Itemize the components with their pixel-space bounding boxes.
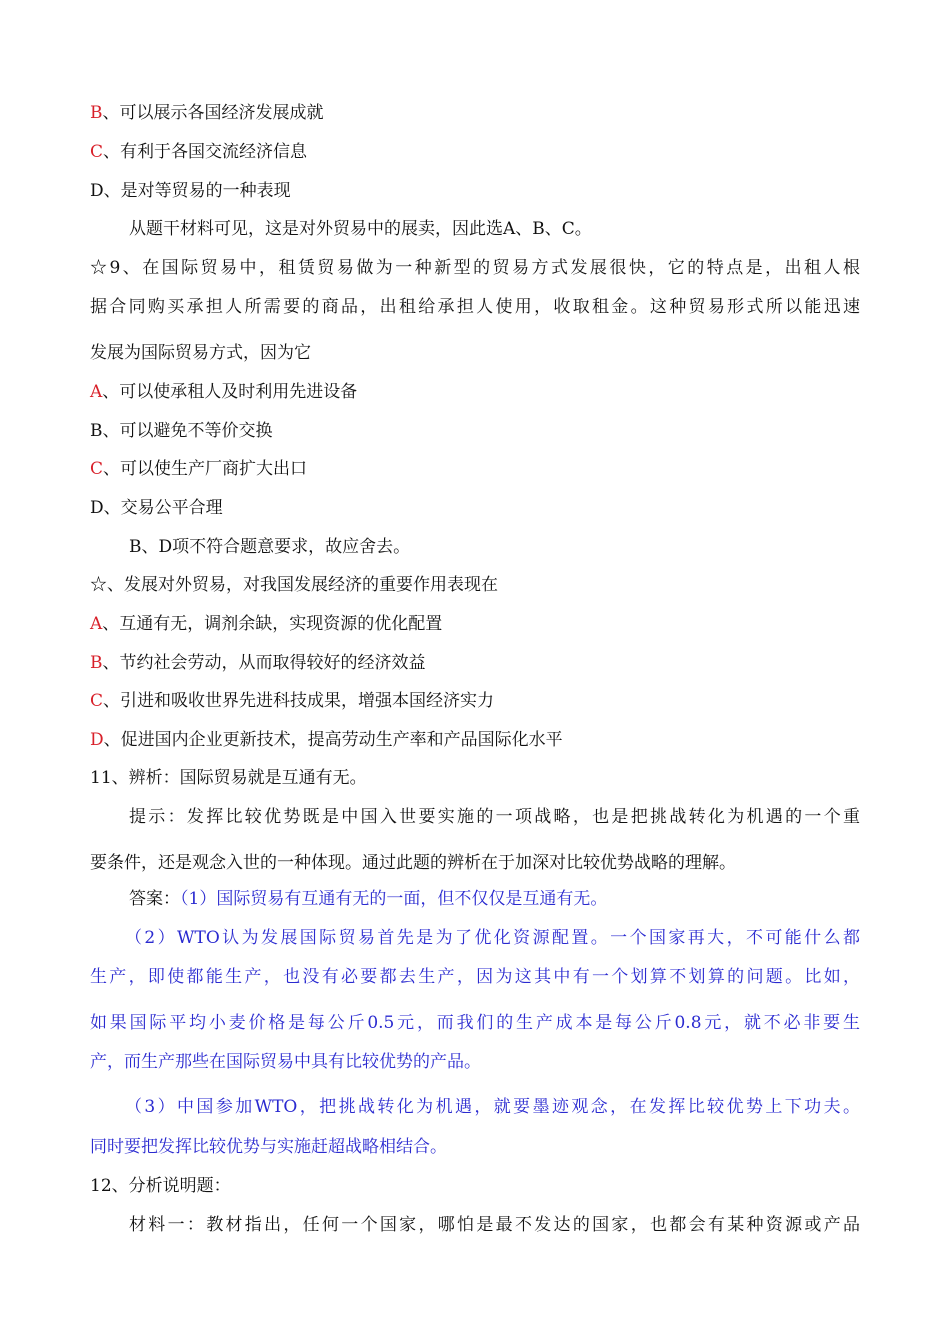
q10-option-d: [90, 729, 563, 751]
q9-option-b: B、可以避免不等价交换: [90, 421, 273, 441]
option-text: 、有利于各国交流经济信息: [103, 142, 308, 162]
option-letter: B: [90, 103, 103, 123]
q11-answer-2-line-4: 产，而生产那些在国际贸易中具有比较优势的产品。: [90, 1052, 481, 1072]
q9-option-d: D、交易公平合理: [90, 498, 223, 518]
q9-stem-line-1: ☆9、在国际贸易中，租赁贸易做为一种新型的贸易方式发展很快，它的特点是，出租人根: [90, 258, 860, 278]
q8-explanation: 从题干材料可见，这是对外贸易中的展卖，因此选A、B、C。: [129, 219, 592, 239]
option-text: 、互通有无，调剂余缺，实现资源的优化配置: [102, 614, 443, 634]
q10-option-a: [90, 613, 442, 635]
option-letter: C: [90, 142, 104, 162]
option-letter: A: [90, 614, 103, 634]
q11-answer-1: [129, 888, 607, 910]
q8-option-c: [90, 141, 307, 163]
option-text: 、节约社会劳动，从而取得较好的经济效益: [102, 653, 426, 673]
q8-option-b: [90, 102, 324, 124]
q12-material-1: 材料一：教材指出，任何一个国家，哪怕是最不发达的国家，也都会有某种资源或产品: [129, 1215, 860, 1235]
option-letter: A: [90, 382, 103, 402]
option-letter: B: [90, 653, 103, 673]
option-text: 、引进和吸收世界先进科技成果，增强本国经济实力: [103, 691, 495, 711]
answer-label: 答案：: [129, 889, 180, 909]
option-letter: C: [90, 459, 104, 479]
q9-option-c: [90, 458, 307, 480]
q9-option-a: [90, 381, 357, 403]
q10-option-b: [90, 652, 426, 674]
option-text: 、可以使承租人及时利用先进设备: [102, 382, 358, 402]
q11-answer-2-line-3: 如果国际平均小麦价格是每公斤0.5元，而我们的生产成本是每公斤0.8元，就不必非要生: [90, 1013, 860, 1033]
q11-stem: 11、辨析：国际贸易就是互通有无。: [90, 768, 367, 788]
q9-stem-line-3: 发展为国际贸易方式，因为它: [90, 343, 311, 363]
option-text: 、可以使生产厂商扩大出口: [103, 459, 308, 479]
q11-answer-3-line-1: （3）中国参加WTO，把挑战转化为机遇，就要墨迹观念，在发挥比较优势上下功夫。: [125, 1097, 860, 1117]
option-letter: D: [90, 730, 104, 750]
q9-explanation: B、D项不符合题意要求，故应舍去。: [129, 537, 411, 557]
option-letter: C: [90, 691, 104, 711]
q8-option-d: D、是对等贸易的一种表现: [90, 181, 291, 201]
q12-stem: 12、分析说明题：: [90, 1176, 231, 1196]
q11-answer-3-line-2: 同时要把发挥比较优势与实施赶超战略相结合。: [90, 1137, 447, 1157]
q10-stem: ☆、发展对外贸易，对我国发展经济的重要作用表现在: [90, 575, 498, 595]
q9-stem-line-2: 据合同购买承担人所需要的商品，出租给承担人使用，收取租金。这种贸易形式所以能迅速: [90, 297, 860, 317]
q11-answer-2-line-2: 生产，即使都能生产，也没有必要都去生产，因为这其中有一个划算不划算的问题。比如，: [90, 967, 860, 987]
q10-option-c: [90, 690, 494, 712]
q11-hint-line-2: 要条件，还是观念入世的一种体现。通过此题的辨析在于加深对比较优势战略的理解。: [90, 853, 736, 873]
option-text: 、可以展示各国经济发展成就: [102, 103, 324, 123]
answer-text: （1）国际贸易有互通有无的一面，但不仅仅是互通有无。: [180, 889, 608, 909]
q11-answer-2-line-1: （2）WTO认为发展国际贸易首先是为了优化资源配置。一个国家再大，不可能什么都: [125, 928, 860, 948]
option-text: 、促进国内企业更新技术，提高劳动生产率和产品国际化水平: [103, 730, 563, 750]
q11-hint-line-1: 提示：发挥比较优势既是中国入世要实施的一项战略，也是把挑战转化为机遇的一个重: [129, 807, 860, 827]
